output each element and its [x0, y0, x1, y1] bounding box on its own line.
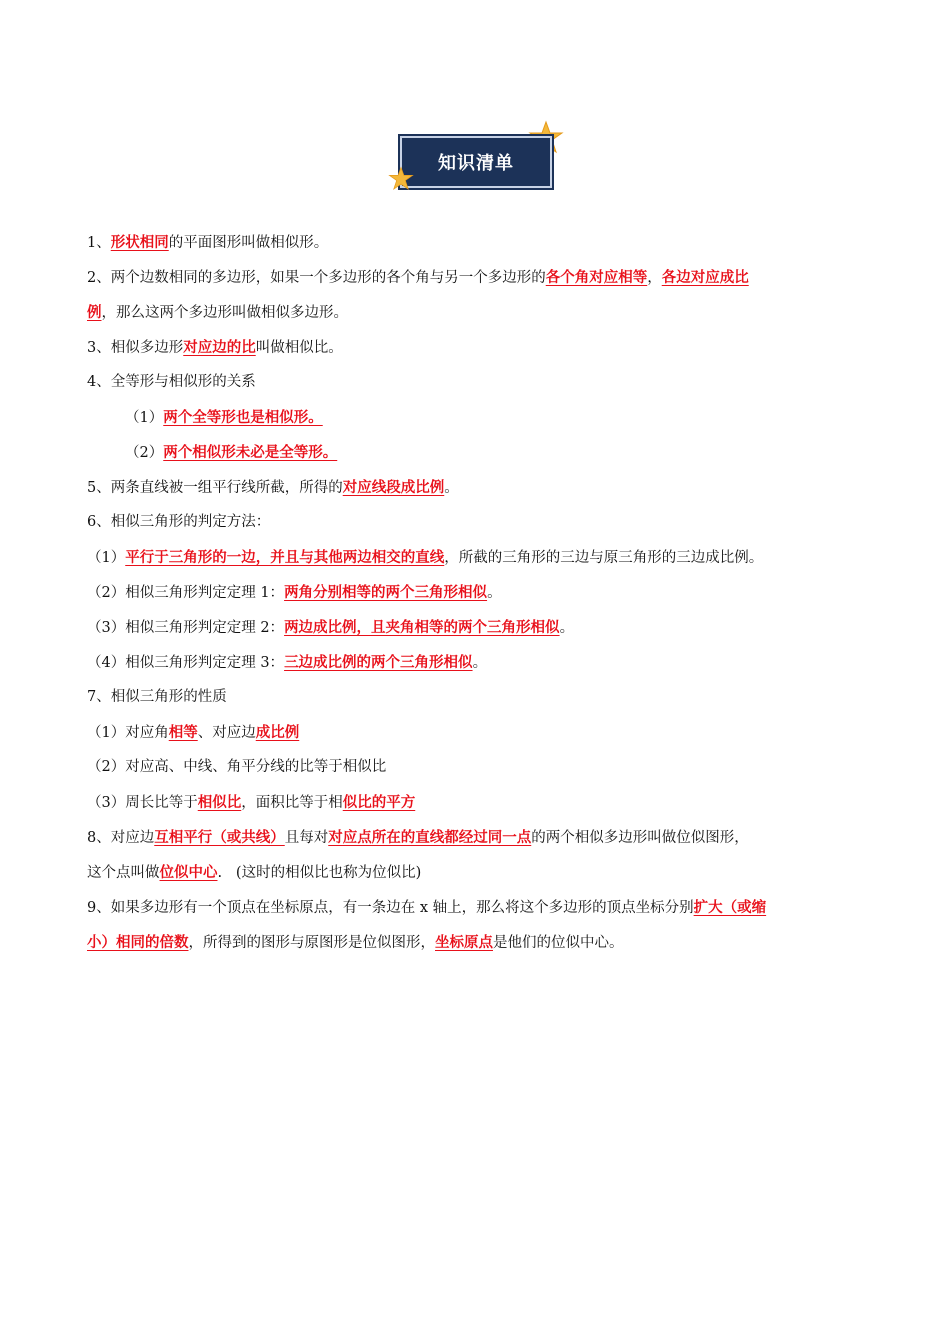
sub-item: [87, 400, 867, 435]
item-text: （3）周长比等于: [87, 795, 198, 811]
key-term: 两边成比例，且夹角相等的两个三角形相似: [284, 619, 560, 636]
item-text: 5、两条直线被一组平行线所截，所得的: [87, 480, 343, 496]
item-text: 。: [487, 585, 502, 601]
sub-item: [87, 575, 867, 610]
key-term: 扩大（或缩: [693, 899, 767, 916]
key-term: 互相平行（或共线）: [154, 829, 285, 846]
key-term: 两角分别相等的两个三角形相似: [284, 584, 488, 601]
item-text: ，所得到的图形与原图形是位似图形，: [188, 935, 435, 951]
item-text: （3）相似三角形判定定理 2：: [87, 620, 285, 636]
item-text: . (这时的相似比也称为位似比): [217, 865, 422, 881]
key-term: 各个角对应相等: [545, 269, 648, 286]
sub-item: [87, 435, 867, 470]
item-number: 1、: [87, 235, 111, 251]
knowledge-list: [87, 225, 867, 960]
list-item: [87, 820, 867, 855]
key-term: 对应线段成比例: [342, 479, 445, 496]
item-text: 。: [472, 655, 488, 671]
banner-box: [400, 136, 552, 188]
key-term: 相等: [168, 724, 198, 741]
sub-item: [87, 785, 867, 820]
key-term: 两个全等形也是相似形。: [163, 409, 323, 426]
item-text: 9、如果多边形有一个顶点在坐标原点，有一条边在 x 轴上，那么将这个多边形的顶点坐标分别: [87, 900, 694, 916]
item-text: ，: [647, 270, 662, 286]
list-item: 7、相似三角形的性质: [87, 689, 227, 705]
item-text: （1）对应角: [87, 725, 169, 741]
key-term: 两个相似形未必是全等形。: [163, 444, 338, 461]
key-term: 似比的平方: [342, 794, 416, 811]
key-term: 对应点所在的直线都经过同一点: [328, 829, 532, 846]
key-term: 成比例: [255, 724, 300, 741]
item-text: 的两个相似多边形叫做位似图形，: [531, 830, 749, 846]
key-term: 坐标原点: [435, 934, 493, 951]
list-item-continued: [87, 855, 867, 890]
sub-item: [87, 540, 867, 575]
sub-item: [87, 645, 867, 680]
key-term: 例: [87, 304, 102, 321]
item-text: 、对应边: [197, 725, 256, 741]
list-item: [87, 470, 867, 505]
star-icon: [388, 166, 414, 192]
item-text: 且每对: [284, 830, 329, 846]
sub-item-number: （1）: [87, 550, 126, 566]
sub-item-number: （1）: [125, 410, 164, 426]
item-text: （2）相似三角形判定定理 1：: [87, 585, 285, 601]
key-term: 位似中心: [159, 864, 218, 881]
item-text: 2、两个边数相同的多边形，如果一个多边形的各个角与另一个多边形的: [87, 270, 546, 286]
sub-item: [87, 610, 867, 645]
list-item: [87, 890, 867, 925]
page-title: 知识清单: [438, 153, 514, 174]
key-term: 相似比: [197, 794, 242, 811]
list-item: [87, 225, 867, 260]
key-term: 三边成比例的两个三角形相似: [284, 654, 473, 671]
item-text: 。: [444, 480, 459, 496]
section-banner: [396, 130, 554, 186]
sub-item: [87, 715, 867, 750]
item-text: 这个点叫做: [87, 865, 160, 881]
item-text: 3、相似多边形: [87, 340, 184, 356]
list-item-continued: [87, 295, 867, 330]
key-term: 形状相同: [110, 234, 169, 251]
item-text: 8、对应边: [87, 830, 155, 846]
key-term: 各边对应成比: [661, 269, 749, 286]
key-term: 小）相同的倍数: [87, 934, 189, 951]
key-term: 平行于三角形的一边，并且与其他两边相交的直线: [125, 549, 445, 566]
item-text: 的平面图形叫做相似形。: [168, 235, 329, 251]
list-item-continued: [87, 925, 867, 960]
item-text: ，所截的三角形的三边与原三角形的三边成比例。: [444, 550, 764, 566]
item-text: 叫做相似比。: [255, 340, 343, 356]
list-item: 4、全等形与相似形的关系: [87, 374, 256, 390]
list-item: [87, 330, 867, 365]
item-text: ，面积比等于相: [241, 795, 343, 811]
sub-item-number: （2）: [125, 445, 164, 461]
list-item: 6、相似三角形的判定方法：: [87, 514, 271, 530]
key-term: 对应边的比: [183, 339, 256, 356]
item-text: （4）相似三角形判定定理 3：: [87, 655, 285, 671]
item-text: 。: [559, 620, 575, 636]
item-text: 是他们的位似中心。: [493, 935, 624, 951]
item-text: ，那么这两个多边形叫做相似多边形。: [101, 305, 348, 321]
sub-item: （2）对应高、中线、角平分线的比等于相似比: [87, 759, 387, 775]
list-item: [87, 260, 867, 295]
